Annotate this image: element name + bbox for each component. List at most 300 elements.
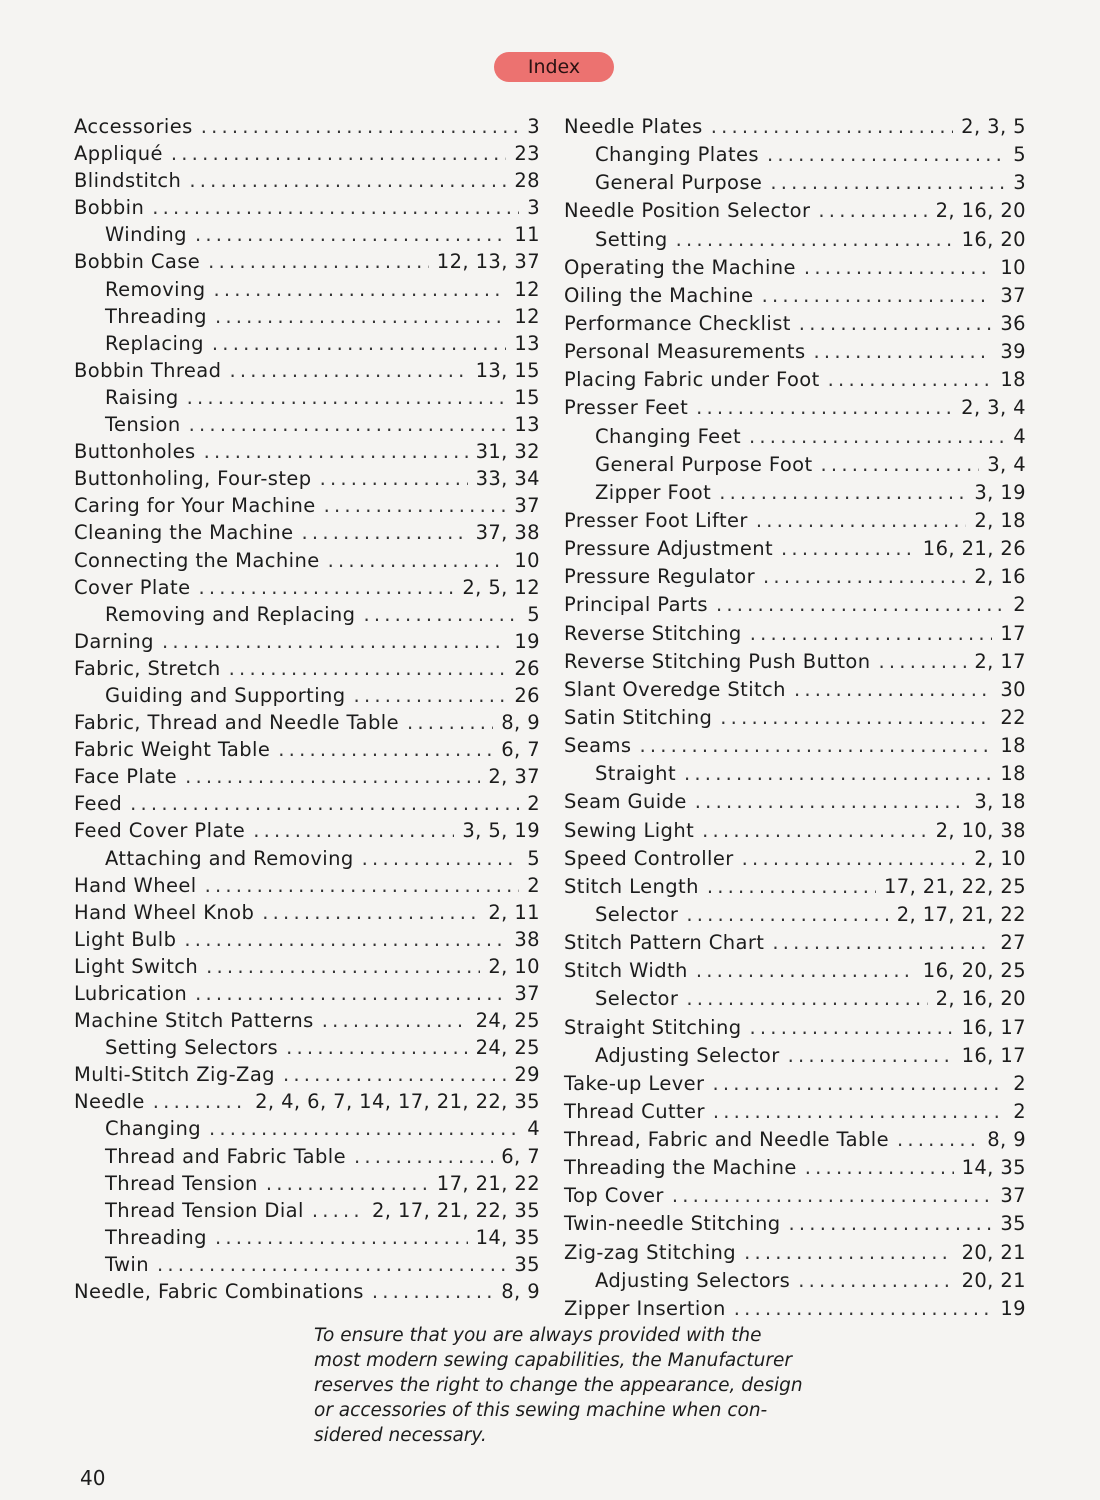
dot-leader	[208, 248, 429, 275]
dot-leader	[686, 901, 888, 929]
index-pages: 37	[1000, 1184, 1026, 1208]
index-pages: 18	[1000, 762, 1026, 786]
index-term: Pressure Adjustment	[564, 537, 774, 561]
dot-leader	[283, 1061, 506, 1088]
index-term: Setting	[595, 227, 668, 251]
index-term: Threading	[105, 304, 207, 328]
index-term: Guiding and Supporting	[105, 683, 346, 707]
index-pages: 20, 21	[961, 1268, 1026, 1292]
index-pages: 13	[514, 413, 540, 437]
index-entry	[74, 655, 540, 682]
index-entry	[564, 197, 1026, 225]
dot-leader	[195, 980, 506, 1007]
index-pages: 2, 5, 12	[462, 575, 540, 599]
index-pages: 3	[527, 196, 540, 220]
index-entry	[564, 873, 1026, 901]
dot-leader	[713, 1098, 1005, 1126]
index-subentry	[564, 141, 1026, 169]
index-term: Attaching and Removing	[105, 846, 354, 870]
dot-leader	[828, 366, 993, 394]
index-pages: 33, 34	[475, 467, 540, 491]
dot-leader	[672, 1182, 993, 1210]
index-subentry	[74, 1143, 540, 1170]
index-term: Needle, Fabric Combinations	[74, 1280, 364, 1304]
dot-leader	[749, 423, 1005, 451]
index-entry	[74, 1061, 540, 1088]
notice-line: sidered necessary.	[314, 1425, 487, 1446]
index-term: Needle Position Selector	[564, 199, 811, 223]
index-term: Stitch Width	[564, 959, 688, 983]
index-pages: 18	[1000, 734, 1026, 758]
dot-leader	[185, 763, 480, 790]
index-subentry	[564, 760, 1026, 788]
index-term: Changing Feet	[595, 424, 742, 448]
dot-leader	[187, 384, 507, 411]
index-entry	[74, 167, 540, 194]
index-entry	[564, 254, 1026, 282]
dot-leader	[162, 628, 506, 655]
index-entry	[74, 980, 540, 1007]
dot-leader	[278, 736, 493, 763]
index-subentry	[74, 1224, 540, 1251]
index-term: Operating the Machine	[564, 255, 796, 279]
index-subentry	[564, 1042, 1026, 1070]
index-entry	[564, 338, 1026, 366]
index-term: Personal Measurements	[564, 340, 806, 364]
index-entry	[74, 872, 540, 899]
dot-leader	[152, 194, 519, 221]
index-pages: 2, 16, 20	[935, 987, 1026, 1011]
index-subentry	[74, 330, 540, 357]
index-subentry	[564, 451, 1026, 479]
index-pages: 2	[527, 792, 540, 816]
index-subentry	[74, 1034, 540, 1061]
index-pages: 16, 17	[961, 1043, 1026, 1067]
index-entry	[74, 736, 540, 763]
dot-leader	[712, 1070, 1005, 1098]
index-pages: 2, 17, 21, 22	[896, 902, 1026, 926]
index-pages: 2, 3, 4	[961, 396, 1026, 420]
index-term: Zig-zag Stitching	[564, 1240, 737, 1264]
index-pages: 24, 25	[475, 1009, 540, 1033]
index-entry	[564, 929, 1026, 957]
dot-leader	[286, 1034, 467, 1061]
index-term: Slant Overedge Stitch	[564, 677, 786, 701]
index-entry	[564, 563, 1026, 591]
index-term: Needle Plates	[564, 115, 703, 138]
index-header-tab: Index	[494, 52, 614, 82]
index-pages: 10	[514, 548, 540, 572]
index-term: Reverse Stitching	[564, 621, 742, 645]
dot-leader	[750, 620, 993, 648]
index-pages: 10	[1000, 255, 1026, 279]
manufacturer-notice	[314, 1323, 814, 1448]
index-term: Fabric Weight Table	[74, 738, 271, 762]
index-term: Stitch Length	[564, 874, 699, 898]
index-entry	[564, 591, 1026, 619]
index-term: General Purpose Foot	[595, 452, 813, 476]
index-pages: 8, 9	[987, 1128, 1026, 1152]
index-term: Straight	[595, 762, 676, 786]
index-term: Setting Selectors	[105, 1036, 279, 1060]
index-pages: 26	[514, 656, 540, 680]
dot-leader	[184, 926, 506, 953]
index-term: Performance Checklist	[564, 311, 791, 335]
dot-leader	[716, 591, 1005, 619]
index-term: Selector	[595, 902, 679, 926]
index-pages: 28	[514, 169, 540, 193]
index-pages: 37, 38	[475, 521, 540, 545]
dot-leader	[696, 957, 915, 985]
index-entry	[564, 1239, 1026, 1267]
dot-leader	[189, 411, 507, 438]
index-subentry	[74, 1170, 540, 1197]
dot-leader	[707, 873, 876, 901]
dot-leader	[684, 760, 992, 788]
dot-leader	[312, 1197, 364, 1224]
index-term: Presser Foot Lifter	[564, 508, 748, 532]
index-subentry	[74, 384, 540, 411]
index-entry	[564, 1070, 1026, 1098]
index-pages: 4	[1013, 424, 1026, 448]
index-entry	[74, 574, 540, 601]
index-pages: 5	[527, 602, 540, 626]
dot-leader	[804, 254, 992, 282]
index-term: Appliqué	[74, 142, 163, 166]
index-pages: 2, 37	[488, 765, 540, 789]
index-term: Changing Plates	[595, 143, 759, 167]
index-pages: 36	[1000, 311, 1026, 335]
index-pages: 37	[514, 494, 540, 518]
index-term: Light Bulb	[74, 927, 177, 951]
index-term: Seam Guide	[564, 790, 687, 814]
index-subentry	[564, 423, 1026, 451]
dot-leader	[214, 276, 507, 303]
dot-leader	[212, 330, 506, 357]
dot-leader	[770, 169, 1005, 197]
index-pages: 23	[514, 142, 540, 166]
index-term: Bobbin	[74, 196, 145, 220]
index-subentry	[564, 169, 1026, 197]
dot-leader	[362, 845, 520, 872]
index-term: Thread Tension Dial	[105, 1198, 304, 1222]
dot-leader	[879, 648, 967, 676]
index-subentry	[74, 1197, 540, 1224]
index-pages: 39	[1000, 340, 1026, 364]
dot-leader	[229, 655, 507, 682]
index-subentry	[74, 1251, 540, 1278]
dot-leader	[821, 451, 980, 479]
dot-leader	[772, 929, 992, 957]
dot-leader	[354, 682, 507, 709]
index-subentry	[74, 303, 540, 330]
index-pages: 15	[514, 385, 540, 409]
dot-leader	[702, 817, 927, 845]
dot-leader	[209, 1115, 519, 1142]
index-term: Bobbin Thread	[74, 358, 222, 382]
index-entry	[564, 113, 1026, 141]
index-subentry	[74, 221, 540, 248]
dot-leader	[818, 197, 927, 225]
dot-leader	[742, 845, 967, 873]
dot-leader	[262, 899, 480, 926]
dot-leader	[253, 817, 454, 844]
index-pages: 18	[1000, 368, 1026, 392]
index-pages: 35	[1000, 1212, 1026, 1236]
index-term: Caring for Your Machine	[74, 494, 316, 518]
index-entry	[74, 547, 540, 574]
dot-leader	[639, 732, 992, 760]
dot-leader	[171, 140, 507, 167]
index-entry	[74, 709, 540, 736]
dot-leader	[205, 872, 520, 899]
index-term: Threading	[105, 1225, 207, 1249]
dot-leader	[189, 167, 506, 194]
dot-leader	[229, 357, 467, 384]
index-entry	[564, 620, 1026, 648]
index-entry	[564, 507, 1026, 535]
dot-leader	[789, 1210, 993, 1238]
index-pages: 26	[514, 683, 540, 707]
index-term: Feed	[74, 792, 123, 816]
index-subentry	[564, 901, 1026, 929]
dot-leader	[695, 788, 967, 816]
index-term: Threading the Machine	[564, 1156, 797, 1180]
dot-leader	[756, 507, 967, 535]
index-pages: 2	[1013, 1099, 1026, 1123]
index-entry	[564, 1295, 1026, 1323]
dot-leader	[363, 601, 519, 628]
index-term: Thread Tension	[105, 1171, 258, 1195]
dot-leader	[720, 704, 992, 732]
index-term: Top Cover	[564, 1184, 664, 1208]
index-subentry	[564, 479, 1026, 507]
index-pages: 14, 35	[475, 1225, 540, 1249]
index-term: Blindstitch	[74, 169, 182, 193]
notice-line: To ensure that you are always provided with the	[314, 1325, 762, 1346]
index-pages: 8, 9	[501, 711, 540, 735]
index-pages: 14, 35	[961, 1156, 1026, 1180]
index-term: Accessories	[74, 115, 193, 138]
index-term: Changing	[105, 1117, 202, 1141]
dot-leader	[744, 1239, 953, 1267]
index-entry	[74, 899, 540, 926]
index-pages: 35	[514, 1252, 540, 1276]
index-entry	[74, 140, 540, 167]
index-term: Fabric, Thread and Needle Table	[74, 711, 399, 735]
index-pages: 2, 18	[974, 508, 1026, 532]
index-entry	[564, 1182, 1026, 1210]
dot-leader	[206, 953, 480, 980]
index-entry	[564, 1126, 1026, 1154]
index-pages: 8, 9	[501, 1280, 540, 1304]
index-pages: 16, 21, 26	[922, 537, 1026, 561]
index-term: Cover Plate	[74, 575, 191, 599]
index-pages: 2, 16	[974, 565, 1026, 589]
index-entry	[74, 1088, 540, 1115]
index-pages: 11	[514, 223, 540, 247]
index-subentry	[564, 226, 1026, 254]
index-term: Twin	[105, 1252, 150, 1276]
index-term: Thread, Fabric and Needle Table	[564, 1128, 889, 1152]
index-term: Reverse Stitching Push Button	[564, 649, 871, 673]
index-entry	[564, 1210, 1026, 1238]
dot-leader	[799, 310, 993, 338]
index-term: Presser Feet	[564, 396, 689, 420]
index-entry	[564, 788, 1026, 816]
notice-line: reserves the right to change the appearance, design	[314, 1375, 803, 1396]
dot-leader	[762, 282, 993, 310]
notice-line: most modern sewing capabilities, the Manufacturer	[314, 1350, 792, 1371]
index-term: Stitch Pattern Chart	[564, 931, 765, 955]
index-pages: 22	[1000, 705, 1026, 729]
index-pages: 27	[1000, 931, 1026, 955]
dot-leader	[198, 574, 454, 601]
index-term: Tension	[105, 413, 181, 437]
dot-leader	[372, 1278, 493, 1305]
index-pages: 2, 11	[488, 900, 540, 924]
index-pages: 12, 13, 37	[436, 250, 540, 274]
dot-leader	[302, 519, 468, 546]
index-pages: 2	[1013, 1071, 1026, 1095]
index-term: Adjusting Selectors	[595, 1268, 791, 1292]
index-term: Light Switch	[74, 954, 199, 978]
dot-leader	[794, 676, 992, 704]
index-term: Buttonholing, Four-step	[74, 467, 312, 491]
dot-leader	[686, 985, 927, 1013]
dot-leader	[696, 394, 953, 422]
index-entry	[564, 704, 1026, 732]
index-pages: 24, 25	[475, 1036, 540, 1060]
index-entry	[564, 648, 1026, 676]
index-term: Winding	[105, 223, 187, 247]
index-term: Straight Stitching	[564, 1015, 742, 1039]
dot-leader	[767, 141, 1005, 169]
index-pages: 2, 4, 6, 7, 14, 17, 21, 22, 35	[255, 1090, 540, 1114]
index-entry	[564, 732, 1026, 760]
dot-leader	[676, 226, 954, 254]
dot-leader	[814, 338, 993, 366]
index-column-left	[74, 113, 540, 1305]
index-pages: 12	[514, 277, 540, 301]
dot-leader	[798, 1267, 953, 1295]
dot-leader	[153, 1088, 247, 1115]
dot-leader	[201, 113, 520, 140]
index-pages: 3	[527, 115, 540, 138]
index-entry	[564, 817, 1026, 845]
index-subentry	[74, 276, 540, 303]
index-pages: 2, 17	[974, 649, 1026, 673]
index-term: Multi-Stitch Zig-Zag	[74, 1063, 275, 1087]
index-term: Removing and Replacing	[105, 602, 356, 626]
index-pages: 3, 19	[974, 480, 1026, 504]
index-entry	[74, 357, 540, 384]
dot-leader	[215, 303, 506, 330]
dot-leader	[328, 547, 507, 574]
index-pages: 38	[514, 927, 540, 951]
index-entry	[74, 492, 540, 519]
index-pages: 20, 21	[961, 1240, 1026, 1264]
index-entry	[74, 113, 540, 140]
index-pages: 2, 17, 21, 22, 35	[371, 1198, 540, 1222]
dot-leader	[897, 1126, 979, 1154]
index-pages: 17	[1000, 621, 1026, 645]
index-entry	[74, 438, 540, 465]
index-term: Buttonholes	[74, 440, 196, 464]
index-pages: 2, 16, 20	[935, 199, 1026, 223]
index-pages: 17, 21, 22, 25	[883, 874, 1026, 898]
index-entry	[74, 926, 540, 953]
dot-leader	[204, 438, 468, 465]
index-pages: 5	[1013, 143, 1026, 167]
index-pages: 13	[514, 331, 540, 355]
index-pages: 12	[514, 304, 540, 328]
dot-leader	[354, 1143, 493, 1170]
index-entry	[564, 535, 1026, 563]
dot-leader	[734, 1295, 993, 1323]
index-entry	[564, 1014, 1026, 1042]
index-entry	[564, 366, 1026, 394]
index-term: Connecting the Machine	[74, 548, 320, 572]
index-pages: 3	[1013, 171, 1026, 195]
index-pages: 2	[1013, 593, 1026, 617]
index-entry	[74, 465, 540, 492]
index-term: Seams	[564, 734, 632, 758]
index-pages: 30	[1000, 677, 1026, 701]
index-term: Feed Cover Plate	[74, 819, 246, 843]
notice-line: or accessories of this sewing machine when con-	[314, 1400, 768, 1421]
index-term: Selector	[595, 987, 679, 1011]
index-term: Placing Fabric under Foot	[564, 368, 820, 392]
index-entry	[564, 394, 1026, 422]
index-pages: 2, 3, 5	[961, 115, 1026, 138]
index-term: Satin Stitching	[564, 705, 713, 729]
index-term: Thread and Fabric Table	[105, 1144, 347, 1168]
index-entry	[74, 817, 540, 844]
index-term: Raising	[105, 385, 179, 409]
index-term: Hand Wheel	[74, 873, 197, 897]
dot-leader	[763, 563, 966, 591]
dot-leader	[215, 1224, 468, 1251]
index-subentry	[74, 601, 540, 628]
index-pages: 16, 20, 25	[922, 959, 1026, 983]
index-entry	[74, 194, 540, 221]
index-pages: 37	[514, 982, 540, 1005]
dot-leader	[195, 221, 506, 248]
index-term: Face Plate	[74, 765, 178, 789]
index-pages: 5	[527, 846, 540, 870]
index-term: Fabric, Stretch	[74, 656, 221, 680]
index-pages: 3, 5, 19	[462, 819, 540, 843]
index-entry	[74, 519, 540, 546]
index-term: Sewing Light	[564, 818, 695, 842]
index-pages: 2, 10	[488, 954, 540, 978]
index-entry	[564, 282, 1026, 310]
index-term: Principal Parts	[564, 593, 708, 617]
index-term: Oiling the Machine	[564, 283, 754, 307]
dot-leader	[781, 535, 915, 563]
index-subentry	[564, 1267, 1026, 1295]
index-subentry	[564, 985, 1026, 1013]
index-pages: 2, 10	[974, 846, 1026, 870]
index-pages: 3, 4	[987, 452, 1026, 476]
index-term: Darning	[74, 629, 154, 653]
index-pages: 17, 21, 22	[436, 1171, 540, 1195]
index-subentry	[74, 411, 540, 438]
index-term: Lubrication	[74, 982, 188, 1005]
index-entry	[74, 1007, 540, 1034]
dot-leader	[805, 1154, 954, 1182]
